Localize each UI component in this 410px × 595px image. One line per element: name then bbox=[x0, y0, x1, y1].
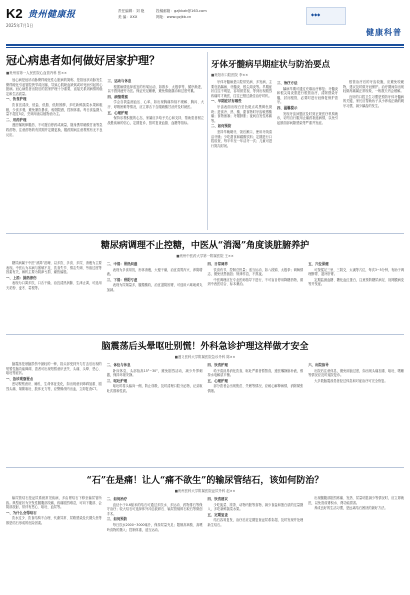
column-divider bbox=[207, 52, 208, 230]
paragraph: 学会自我监测血压、心率，如出现胸痛持续不缓解、胸闷、大汗、呼吸困难等情况，应立即舌下含服硝酸甘油并及时就医。 bbox=[107, 100, 204, 109]
article-column bbox=[208, 496, 304, 533]
masthead-rule bbox=[6, 44, 404, 46]
masthead-rule-thin bbox=[6, 47, 404, 48]
subheading: 五、心理护理 bbox=[207, 378, 228, 383]
paragraph: 表现为口渴多饮，口舌干燥，治宜清热润肺、生津止渴，可选用天花粉、麦冬、葛根等。 bbox=[6, 281, 102, 290]
website-line: 网址：www.gzjkb.cn bbox=[156, 15, 192, 19]
article-column bbox=[108, 78, 205, 138]
paragraph: 脑震荡是颅脑损伤中最轻的一种，指头部受到外力打击后出现的短暂性脑功能障碍，患者可出现短暂意识丧失、头痛、头晕、恶心、呕吐等症状。 bbox=[6, 362, 102, 376]
paragraph: 饮食宜清淡、低盐、低脂、低胆固醇，多吃新鲜蔬菜水果和粗粮，少食多餐，避免暴饮暴食，戒烟限酒，控制体重。每日食盐摄入量不超过5克，烹调用油以植物油为主。 bbox=[6, 102, 103, 117]
subheading: 一、早期症状有哪些 bbox=[211, 99, 242, 104]
paragraph: 可按揉足三里、三阴交、太溪等穴位，每次3~5分钟，有助于调理脾胃、滋补肝肾。 bbox=[308, 267, 404, 277]
article-byline: ■遵义医科大学附属医院急诊外科 陈×× bbox=[174, 355, 236, 359]
paragraph: 遵医嘱规律服药，不可擅自停药或减量，随身携带硝酸甘油等急救药物，注意药物的有效期并定期更换，服药期间注意观察有无不良反应。 bbox=[6, 123, 103, 137]
paragraph: 呕吐时将头偏向一侧，防止误吸，及时清理口腔分泌物，记录呕吐次数和性质。 bbox=[106, 384, 203, 393]
article-column bbox=[6, 362, 102, 395]
subheading: 三、下消：肾阴亏虚 bbox=[106, 277, 138, 282]
email-line: 投稿邮箱：gzjkbzk@163.com bbox=[156, 9, 207, 13]
paragraph: 少吃菠菜、浓茶、动物内脏等食物，减少食盐和蛋白质的过量摄入，多吃新鲜蔬菜水果。 bbox=[207, 502, 304, 512]
paragraph: 结石容易复发，治疗后应定期复查泌尿系彩超，及时发现并处理新生结石。 bbox=[207, 518, 304, 527]
subheading: 四、饮食护理 bbox=[207, 363, 228, 367]
subheading: 二、体位与休息 bbox=[106, 363, 131, 367]
paragraph: 直径小于0.6厘米的结石可通过多饮水、多运动、药物排石等保守治疗；较大结石可选择体外冲击波碎石、输尿管镜碎石取石等微创手术。 bbox=[106, 502, 203, 516]
article-coronary bbox=[6, 52, 204, 138]
article-kidney-stone bbox=[6, 473, 404, 533]
article-column bbox=[6, 261, 102, 294]
article-column bbox=[107, 261, 203, 294]
paragraph: 冠心病是冠状动脉粥样硬化性心脏病的简称，是指冠状动脉发生粥样硬化引起管腔狭窄或闭塞，导致心肌缺血缺氧或坏死而引起的心脏病。冠心病患者出院后的居家护理十分重要，直接关系到病情的稳定和生活质量。 bbox=[6, 78, 103, 96]
subheading: 一、上消：肺热津伤 bbox=[6, 275, 37, 280]
article-column bbox=[277, 80, 338, 149]
paper-name: 贵州健康报 bbox=[28, 10, 76, 20]
subheading: 三、治疗方法 bbox=[277, 81, 298, 85]
paragraph: 给予清淡易消化饮食，呕吐严重者暂禁食，遵医嘱静脉补液，维持水电解质平衡。 bbox=[207, 368, 304, 378]
paragraph: 卧床休息，头部抬高15°~30°，避免剧烈活动，减少外界刺激，保持环境安静。 bbox=[106, 368, 203, 378]
article-column bbox=[308, 261, 404, 294]
article-headline: 牙体牙髓病早期症状与防治要点 bbox=[211, 60, 331, 70]
section-name: 健康科普 bbox=[366, 28, 402, 37]
article-diabetes bbox=[6, 238, 404, 294]
article-column bbox=[208, 261, 304, 294]
subheading: 二、用药护理 bbox=[6, 117, 27, 122]
paragraph: 中医调理应在专业医师指导下进行，不可盲目停用降糖药物，做到中西医结合、标本兼治。 bbox=[207, 277, 304, 287]
editor-line: 责任编辑：刘 艳 bbox=[118, 9, 145, 13]
paragraph: 良好的口腔卫生习惯是预防牙体牙髓病的关键，家长应帮助孩子从小养成正确的刷牙习惯，减少龋齿的发生。 bbox=[343, 94, 404, 108]
paragraph: 输尿管结石是泌尿系统常见疾病，多由肾结石下移至输尿管所致。典型症状为突发性腰腹部绞痛，疼痛剧烈难忍，可向下腹部、会阴部放射，常伴有恶心、呕吐、血尿等。 bbox=[6, 496, 102, 510]
paragraph: 根管治疗后的牙齿较脆，应避免咬硬物，建议及时做牙冠保护。治疗期间如出现轻微疼痛属正常现象，一般数天内会缓解。 bbox=[343, 80, 404, 94]
article-column bbox=[6, 78, 103, 138]
paragraph: 表现为多食易饥，形体消瘦，大便干燥，治宜清胃泻火、养阴增液。 bbox=[106, 267, 203, 277]
article-byline: ■贵州省第一人民医院心血管内科 张×× bbox=[6, 71, 67, 75]
paragraph: 牙齿表面出现白垩色斑点或黑褐色斑块；进食冷、热、酸、甜食物时牙齿敏感酸痛；食物嵌塞；牙龈肿胀；夜间自发性疼痛等。 bbox=[211, 104, 272, 123]
article-divider bbox=[6, 334, 404, 335]
article-column bbox=[6, 496, 102, 533]
subheading: 一、急诊观察要点 bbox=[6, 376, 34, 381]
paragraph: 每日饮水2000~3000毫升，保持尿量充足；限制高草酸、高嘌呤食物的摄入；控制体重，适当运动。 bbox=[106, 522, 203, 532]
article-byline: ■贵阳市口腔医院 李×× bbox=[211, 73, 249, 77]
subheading: 二、中消：胃热炽盛 bbox=[106, 262, 138, 266]
paragraph: 大多数脑震荡患者经过休息和对症治疗可完全恢复。 bbox=[314, 378, 388, 383]
article-column bbox=[107, 496, 203, 533]
paragraph: 养成良好的生活习惯，是远离结石困扰的最好方法。 bbox=[314, 506, 388, 511]
article-column bbox=[308, 362, 404, 395]
masthead-logo-icon: ◆◆◆ bbox=[306, 7, 346, 25]
article-byline: ■贵州医科大学附属医院泌尿外科 赵×× bbox=[174, 489, 236, 493]
subheading: 三、呕吐护理 bbox=[106, 378, 128, 383]
subheading: 四、饮食建议 bbox=[207, 497, 228, 501]
paragraph: 糖尿病属于中医“消渴”范畴，以多饮、多食、多尿、消瘦为主要表现。中医认为本病与禀赋不足、饮食失节、情志失调、劳欲过度等因素有关，病机主要为阴津亏损、燥热偏胜。 bbox=[6, 261, 102, 275]
designer-line: 美 编：XXX bbox=[118, 15, 138, 19]
paragraph: 牙体牙髓病是口腔常见病、多发病，主要包括龋病、牙髓炎、根尖周炎等。早期症状往往不明显，容易被忽视，等到出现剧烈疼痛时才就医，往往已错过最佳治疗时机。 bbox=[211, 80, 272, 98]
subheading: 三、运动与休息 bbox=[107, 79, 132, 83]
subheading: 二、如何预防 bbox=[211, 124, 232, 129]
subheading: 五、穴位保健 bbox=[308, 262, 329, 266]
paragraph: 发现牙齿问题应及时到正规医疗机构就诊，切勿自行服用止痛药拖延病情，以免引起颌面部间隙感染等严重并发症。 bbox=[277, 111, 338, 125]
paragraph: 出现腰腹部剧烈疼痛、发热、尿量明显减少等情况时，应立即就医，以免造成肾积水、肾功能损害。 bbox=[308, 496, 404, 505]
paragraph: 根据病情选择适宜的有氧运动，如散步、太极拳等，循序渐进，以不感到疲劳为宜。保证充足睡眠，避免情绪激动和过度劳累。 bbox=[107, 84, 204, 94]
article-dental bbox=[211, 58, 404, 149]
subheading: 三、如何预防 bbox=[106, 517, 128, 522]
paragraph: 保持乐观积极的心态，家属应多给予关心和支持，帮助患者树立战胜疾病的信心，定期复诊，按时复查血脂、血糖等指标。 bbox=[107, 116, 204, 125]
subheading: 四、日常调养 bbox=[207, 262, 228, 266]
paragraph: 饮水过少、饮食结构不合理、代谢异常、尿路感染及长期久坐等都是结石形成的危险因素。 bbox=[6, 516, 102, 525]
article-column bbox=[211, 80, 272, 149]
article-headline: “石”在是痛！让人“痛不欲生”的输尿管结石，该如何防治？ bbox=[86, 476, 324, 486]
article-column bbox=[208, 362, 304, 395]
article-headline: 脑震荡后头晕呕吐别慌！外科急诊护理这样做才安全 bbox=[101, 342, 309, 352]
paragraph: 饮食有节，控制总热量；适当运动，如八段锦、太极拳；调畅情志，避免忧思恼怒；规律作息，不熬夜。 bbox=[207, 267, 304, 277]
subheading: 一、饮食护理 bbox=[6, 97, 27, 102]
article-headline: 冠心病患者如何做好居家护理？ bbox=[6, 54, 160, 67]
issue-date: 2025年7月1日 bbox=[6, 23, 34, 28]
paragraph: 表现为尿频量多，腰膝酸软，治宜滋阴固肾，可选用六味地黄丸加减。 bbox=[106, 283, 203, 292]
paragraph: 部分患者会出现焦虑、失眠等情况，应耐心解释病情，消除紧张情绪。 bbox=[207, 384, 304, 393]
page-number: K2 bbox=[6, 6, 23, 21]
subheading: 二、如何治疗 bbox=[106, 497, 128, 501]
article-column bbox=[107, 362, 203, 395]
subheading: 五、心理护理 bbox=[107, 110, 128, 115]
subheading: 一、为什么会得结石 bbox=[6, 510, 37, 515]
subheading: 六、出院指导 bbox=[308, 363, 329, 367]
article-divider bbox=[6, 467, 404, 468]
paragraph: 坚持早晚刷牙，饭后漱口，使用牙线清洁牙缝；少吃甜食和碳酸饮料；定期进行口腔检查，每半年至一年洁牙一次；儿童可进行窝沟封闭。 bbox=[211, 129, 272, 148]
article-headline: 糖尿病调理不止控糖，中医从“消渴”角度谈脏腑养护 bbox=[100, 241, 310, 251]
paragraph: 龋病早期可通过充填治疗修复；牙髓炎和根尖周炎需进行根管治疗，清除感染牙髓，封闭根管，必要时进行冠修复保护患牙。 bbox=[277, 86, 338, 105]
paragraph: 密切观察意识、瞳孔、生命体征变化，如出现意识障碍加重、剧烈头痛、频繁呕吐、肢体无力等，应警惕颅内出血，立即复查CT。 bbox=[6, 382, 102, 391]
article-divider bbox=[6, 233, 404, 234]
article-concussion bbox=[6, 339, 404, 395]
paragraph: 出院后注意休息，避免用脑过度，如出现头痛加重、呕吐、嗜睡等情况应及时返院复诊。 bbox=[308, 368, 404, 378]
subheading: 五、定期复查 bbox=[207, 512, 228, 517]
paragraph: 定期监测血糖、糖化血红蛋白，注意预防糖尿病足、视网膜病变等并发症。 bbox=[308, 277, 404, 287]
masthead bbox=[6, 4, 404, 44]
article-byline: ■贵州中医药大学第一附属医院 王×× bbox=[176, 254, 234, 258]
subheading: 四、温馨提示 bbox=[277, 105, 298, 110]
article-column bbox=[343, 80, 404, 149]
article-column bbox=[308, 496, 404, 533]
subheading: 四、病情观察 bbox=[107, 94, 128, 99]
